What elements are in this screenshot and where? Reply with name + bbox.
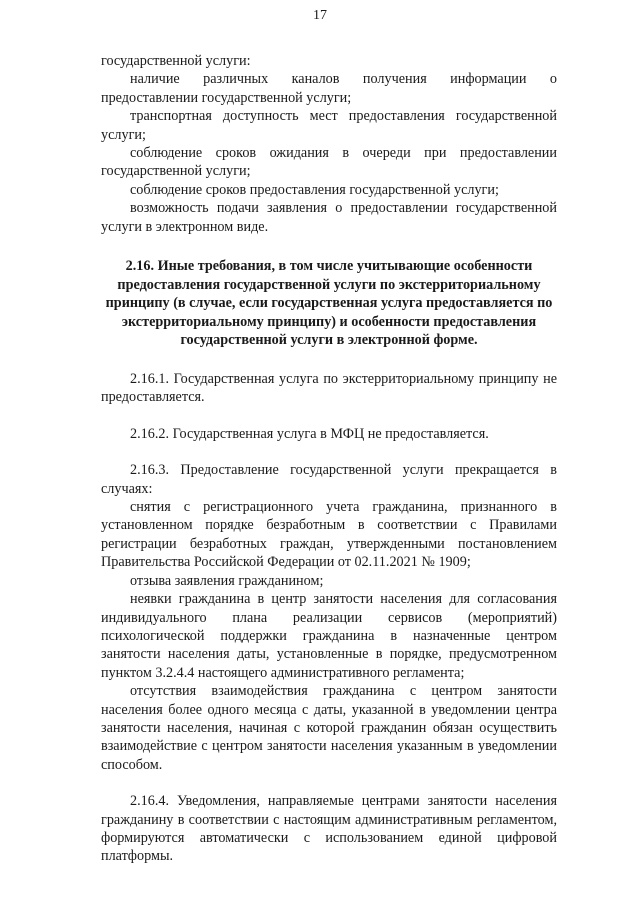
page-number: 17 xyxy=(313,8,327,23)
section-heading: 2.16. Иные требования, в том числе учитывающие особенности предоставления государственной услуги по экстерриториальному принципу (в случае, если государственная услуга предоставляется по экстерриториальному принципу) и особенности предоставления государственной услуги в электронной форме. xyxy=(105,258,553,349)
list-item: неявки гражданина в центр занятости населения для согласования индивидуального плана реализации сервисов (мероприятий) психологической поддержки гражданина в назначенные центром занятости населения даты, установленные в порядке, предусмотренном пунктом 3.2.4.4 настоящего административного регламента; xyxy=(101,591,557,681)
paragraph-2-16-4: 2.16.4. Уведомления, направляемые центрами занятости населения гражданину в соответствии с настоящим административным регламентом, формируются автоматически с использованием единой цифровой платформы. xyxy=(101,793,557,865)
list-item: отзыва заявления гражданином; xyxy=(130,572,324,589)
paragraph-2-16-2: 2.16.2. Государственная услуга в МФЦ не предоставляется. xyxy=(130,425,489,442)
list-item: соблюдение сроков ожидания в очереди при предоставлении государственной услуги; xyxy=(101,145,557,180)
list-item: возможность подачи заявления о предоставлении государственной услуги в электронном виде. xyxy=(101,200,557,235)
document-body xyxy=(101,52,557,866)
list-item: соблюдение сроков предоставления государственной услуги; xyxy=(130,181,499,198)
list-item: наличие различных каналов получения информации о предоставлении государственной услуги; xyxy=(101,71,557,106)
list-item: отсутствия взаимодействия гражданина с центром занятости населения более одного месяца с даты, указанной в уведомлении центра занятости населения, начиная с которой гражданин обязан осуществить взаимодействие с центром занятости населения указанным в уведомлении способом. xyxy=(101,683,557,773)
paragraph-2-16-3: 2.16.3. Предоставление государственной услуги прекращается в случаях: xyxy=(101,462,557,497)
paragraph: государственной услуги: xyxy=(101,53,251,69)
paragraph-2-16-1: 2.16.1. Государственная услуга по экстерриториальному принципу не предоставляется. xyxy=(101,371,557,406)
list-item: транспортная доступность мест предоставления государственной услуги; xyxy=(101,108,557,143)
list-item: снятия с регистрационного учета гражданина, признанного в установленном порядке безработным в соответствии с Правилами регистрации безработных граждан, утвержденными постановлением Правительства Российской Федерации от 02.11.2021 № 1909; xyxy=(101,499,557,571)
